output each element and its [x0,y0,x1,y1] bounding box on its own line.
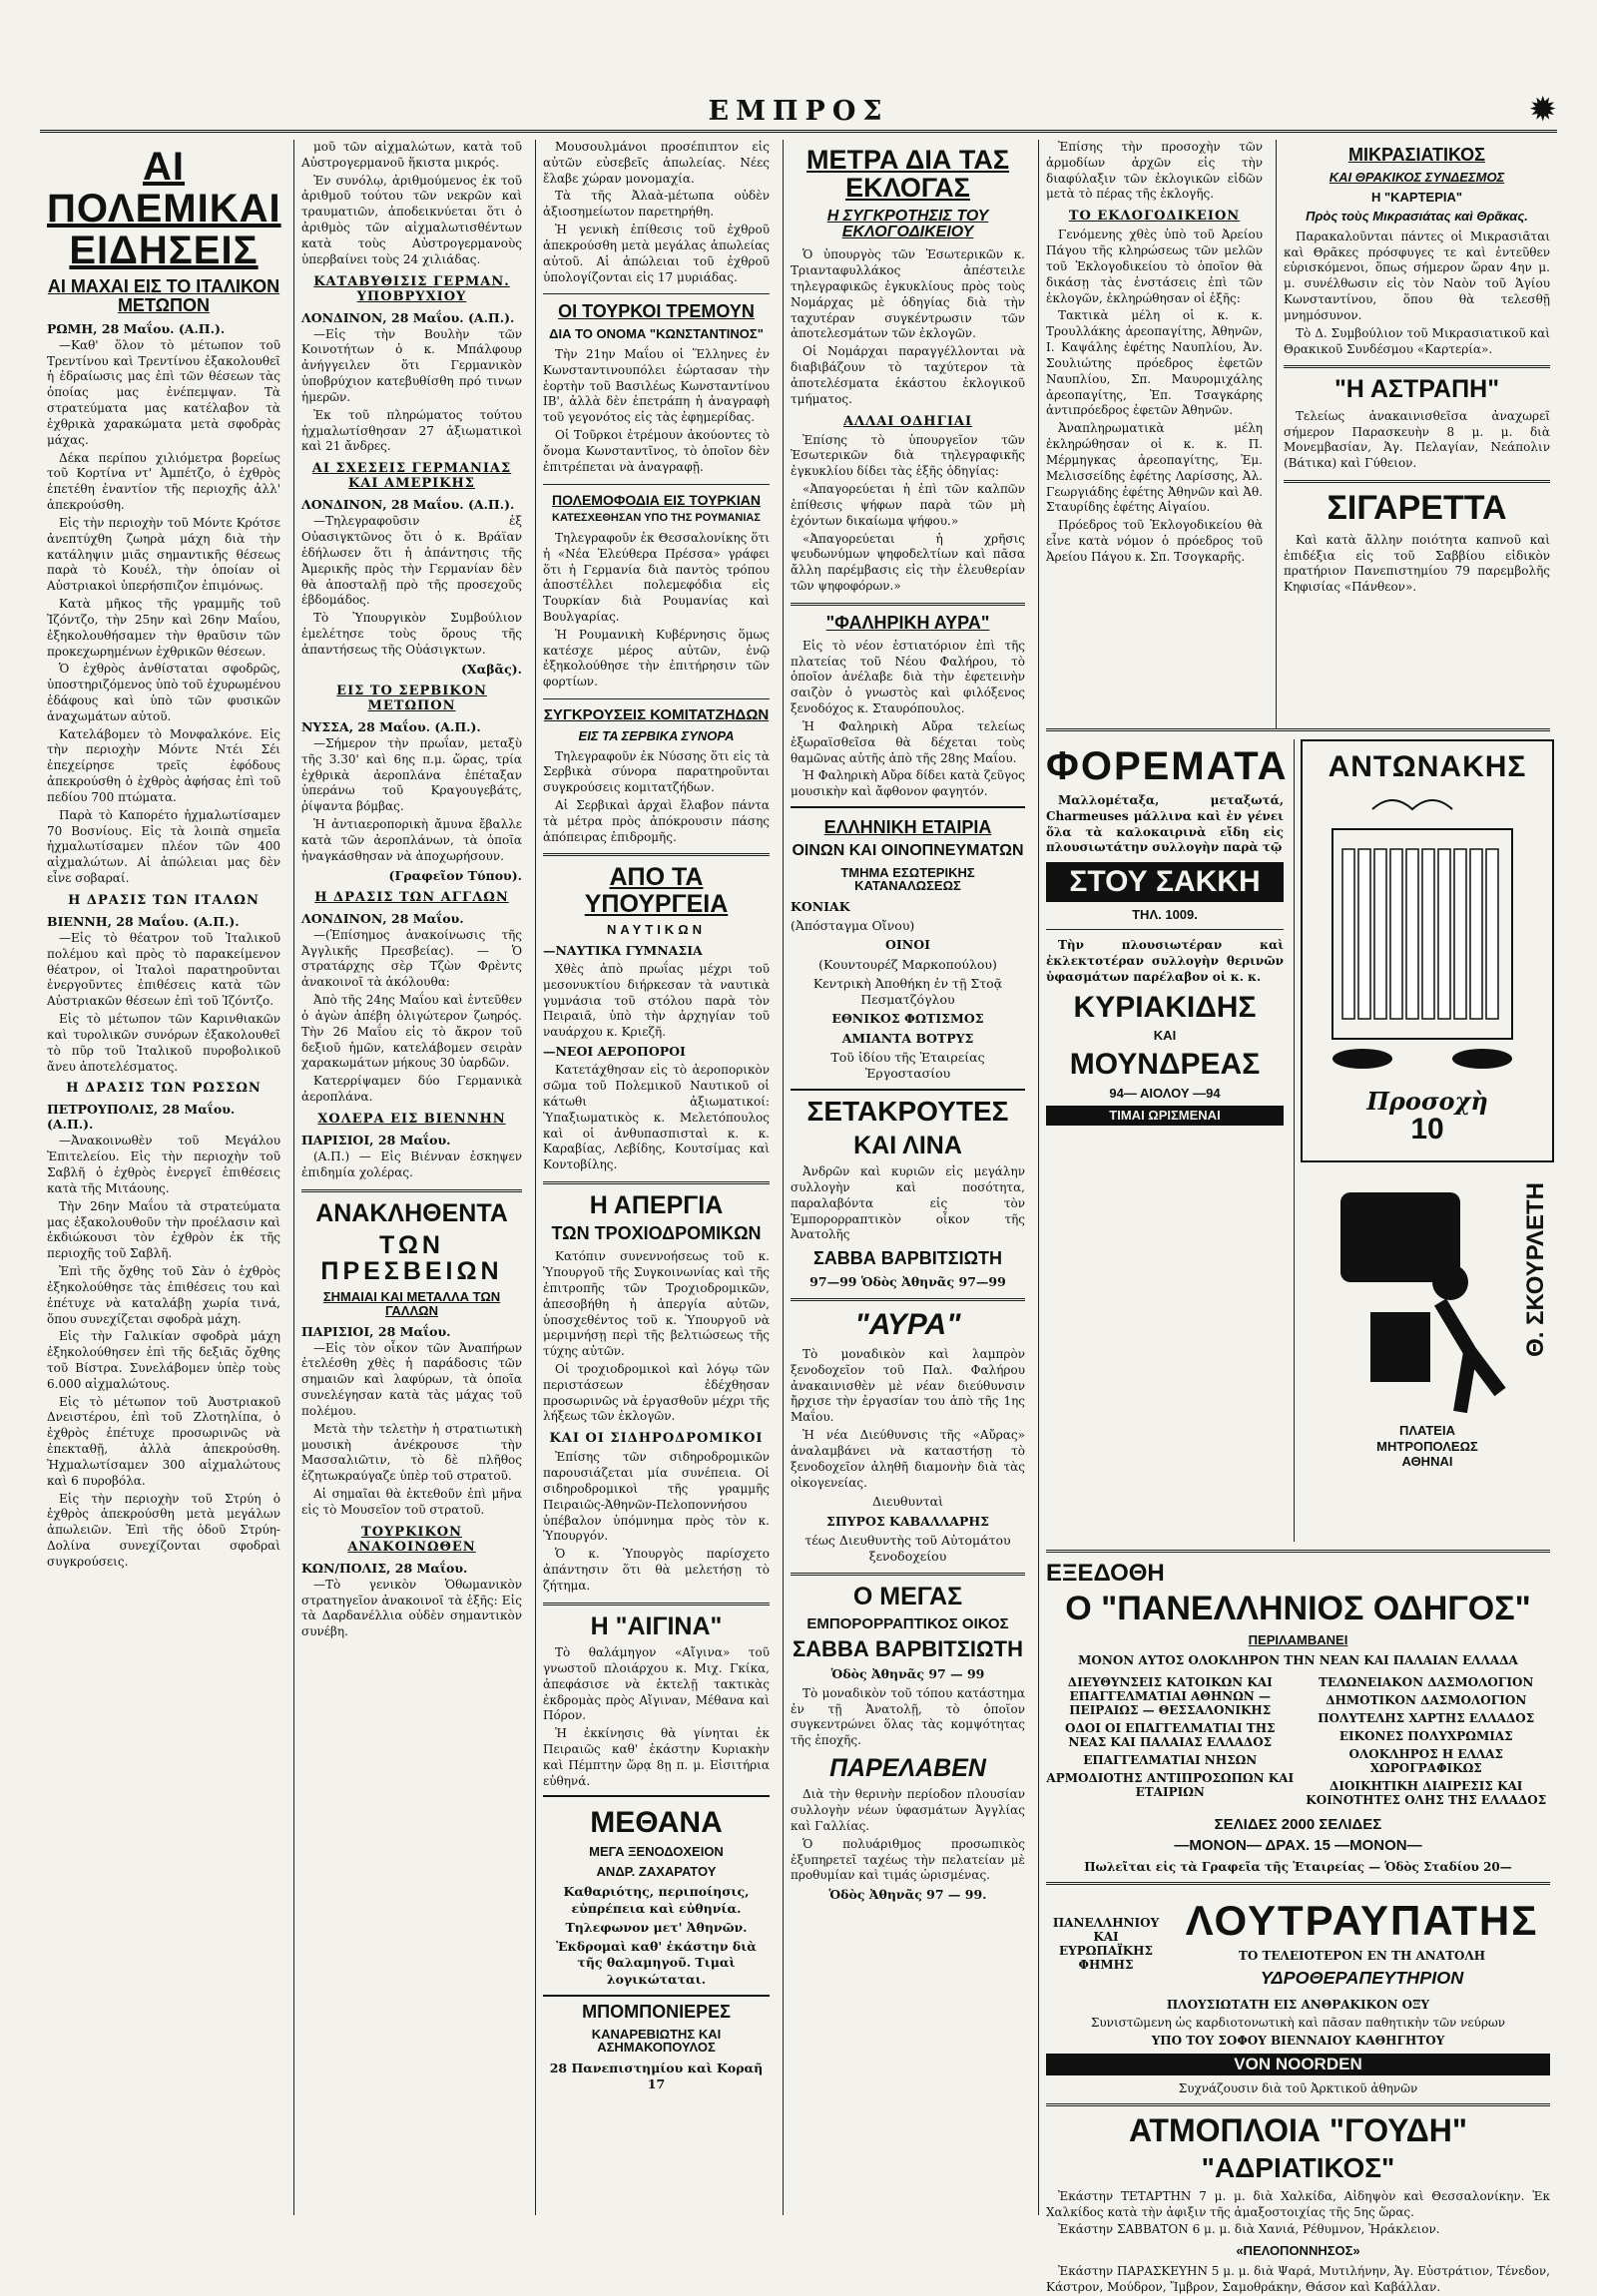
article-paragraph: Κατετάχθησαν εἰς τὸ ἀεροπορικὸν σῶμα τοῦ Πολεμικοῦ Ναυτικοῦ οἱ κάτωθι ἀξιωματικοί: Ὑπαξιωματικὸς κ. Μελετόπουλος καὶ οἱ ἀνθυπασπισταὶ κ. κ. Καραβίας, Λεβίδης, Κουτσίμας καὶ Κοντοβίλης. [543,1063,770,1172]
porter-illustration-icon [1301,1172,1550,1422]
divider [791,1573,1025,1576]
article-paragraph: Τελείως ἀνακαινισθεῖσα ἀναχωρεῖ σήμερον Παρασκευὴν 8 μ. μ. διὰ Μονεμβασίαν, Ἁγ. Πελαγίαν, Νεάπολιν (Βάτικα) καὶ Γύθειον. [1284,408,1550,471]
column-elections [783,140,1032,2215]
article-paragraph: Οἱ Τοῦρκοι ἐτρέμουν ἀκούοντες τὸ ὄνομα Κωνσταντῖνος, τὸ ὁποῖον δὲν ἐπιτρέπεται νὰ ἀναγραφῇ. [543,428,770,474]
ad-text: Τοῦ ἰδίου τῆς Ἑταιρείας Ἐργοστασίου [830,1049,985,1082]
headline: ΕΜΠΟΡΟΡΡΑΠΤΙΚΟΣ ΟΙΚΟΣ [806,1614,1009,1632]
headline: ΜΕΘΑΝΑ [590,1806,723,1840]
dateline: ΠΑΡΙΣΙΟΙ, 28 Μαΐου. [301,1132,451,1148]
subheadline: Η "ΚΑΡΤΕΡΙΑ" [1370,189,1463,205]
column-notices [1276,140,1557,728]
ad-text: Τηλεφωνον μετ' Ἀθηνῶν. [565,1919,748,1935]
headline: ΠΟΛΕΜΟΦΟΔΙΑ ΕΙΣ ΤΟΥΡΚΙΑΝ [551,491,762,508]
brand-name: Θ. ΣΚΟΥΡΛΕΤΗ [1522,1182,1549,1357]
product-name: ΚΟΝΙΑΚ [791,898,850,914]
column-war-news [40,140,287,2215]
divider [543,1181,770,1184]
credit: (Χαβᾶς). [460,661,522,677]
cigarette-pack-illustration-icon [1303,789,1552,1089]
address: Ὁδὸς Ἀθηνᾶς 97 — 99 [830,1666,985,1682]
article-paragraph: Οἱ τροχιοδρομικοὶ καὶ λόγῳ τῶν περιστάσεων ἐδέχθησαν προσωρινῶς νὰ ἐργασθοῦν μέχρι τῆς λήξεως τῶν ἐκλογῶν. [543,1362,770,1424]
ad-slogan: Προσοχὴ [1366,1086,1488,1116]
article-paragraph: Τὸ Ὑπουργικὸν Συμβούλιον ἐμελέτησε τοὺς ὅρους τῆς ἀπαντήσεως τῆς Οὐάσιγκτων. [301,611,522,657]
signature-name: ΣΠΥΡΟΣ ΚΑΒΑΛΛΑΡΗΣ [825,1513,989,1529]
article-paragraph: Γενόμενης χθὲς ὑπὸ τοῦ Ἀρείου Πάγου τῆς κληρώσεως τῶν μελῶν τοῦ Ἐκλογοδικείου τὸ ὁποῖον θὰ δικάσῃ τὰς ἐνστάσεις ἐπὶ τῶν ἐκλογῶν, ἐκληρώθησαν οἱ ἑξῆς: [1046,228,1263,305]
ad-paragraph: Ἐκάστην ΤΕΤΑΡΤΗΝ 7 μ. μ. διὰ Χαλκίδα, Αἰδηψὸν καὶ Θεσσαλονίκην. Ἐκ Χαλκίδος κατὰ τὴν ἀφιξιν τῆς ἀμαξοστοιχίας τῆς 5ης ὥρας. [1046,2188,1550,2219]
subheadline: ΚΑΙ ΘΡΑΚΙΚΟΣ ΣΥΝΔΕΣΜΟΣ [1329,169,1505,185]
ads-block [1038,728,1557,2294]
headline: ΜΠΟΜΠΟΝΙΕΡΕΣ [582,2001,731,2022]
ad-text: Συνιστῶμενη ὡς καρδιοτονωτικὴ καὶ πᾶσαν παθητικὴν τῶν νεύρων [1090,2016,1506,2030]
ad-number: 10 [1410,1112,1444,1146]
subheadline: ΔΙΑ ΤΟ ΟΝΟΜΑ "ΚΩΝΣΤΑΝΤΙΝΟΣ" [549,326,764,342]
subheadline: ΤΜΗΜΑ ΕΣΩΤΕΡΙΚΗΣ ΚΑΤΑΝΑΛΩΣΕΩΣ [840,864,975,894]
dateline: ΛΟΝΔΙΝΟΝ, 28 Μαΐου. [301,910,464,926]
article-paragraph: Τηλεγραφοῦν ἐκ Θεσσαλονίκης ὅτι ἡ «Νέα Ἐλεύθερα Πρέσσα» γράφει ὅτι ἡ Γερμανία διὰ παντὸς τρόπου ἀποστέλλει πολεμεφόδια εἰς Τουρκίαν διὰ Ρουμανίας καὶ Βουλγαρίας. [543,530,770,624]
article-paragraph: Αἱ σημαῖαι θὰ ἐκτεθοῦν ἐπὶ μῆνα εἰς τὸ Μουσεῖον τοῦ στρατοῦ. [301,1487,522,1517]
subheadline: ΚΑΝΑΡΕΒΙΩΤΗΣ ΚΑΙ ΑΣΗΜΑΚΟΠΟΥΛΟΣ [591,2026,722,2056]
dateline: ΝΥΣΣΑ, 28 Μαΐου. (Α.Π.). [301,718,481,734]
article-paragraph: Τὸ Δ. Συμβούλιον τοῦ Μικρασιατικοῦ καὶ Θρακικοῦ Συνδέσμου «Καρτερία». [1284,325,1550,356]
article-paragraph: Μετὰ τὴν τελετὴν ἡ στρατιωτικὴ μουσικὴ ἀνέκρουσε τὴν Μασσαλιῶτιν, τὸ δὲ πλῆθος ἐζητωκραύγαζε ὑπὲρ τοῦ στρατοῦ. [301,1421,522,1484]
article-paragraph: Ἐν συνόλῳ, ἀριθμούμενος ἐκ τοῦ ἀριθμοῦ τούτου τῶν νεκρῶν καὶ τραυματιῶν, ἀποδεικνύεται ὅτι ὁ ἀριθμὸς τῶν αἰχμαλωτισθέντων κατὰ τοὺς Αὐστρογερμανοὺς ὑπερβαίνει τοὺς 24 χιλιάδας. [301,173,522,266]
ad-paragraph: Τὸ μοναδικὸν τοῦ τόπου κατάστημα ἐν τῇ Ἀνατολῇ, τὸ ὁποῖον συγκεντρώνει ὅλας τὰς κομψότητας τῆς ἐποχῆς. [791,1685,1025,1748]
article-paragraph: «Ἀπαγορεύεται ἡ χρῆσις ψευδωνύμων ψηφοδελτίων καὶ πᾶσα ἄλλη παρέμβασις εἰς τὴν ἐλευθερίαν τῶν ψηφοφόρων.» [791,531,1025,594]
article-paragraph: Ἡ Φαληρικὴ Αὔρα δίδει κατὰ ζεῦγος μουσικὴν καὶ ἄφθονον φαγητόν. [791,768,1025,799]
article-paragraph: Ἀπὸ τῆς 24ης Μαΐου καὶ ἐντεῦθεν ὁ ἀγὼν ἀπέβη ὀλιγώτερον ζωηρός. Τὴν 26 Μαΐου εἰς τὸ ἄκρον τοῦ δεξιοῦ ἡμῶν, κατελάβομεν σειρὰν χαρακωμάτων μήκους 30 ὑαρδῶν. [301,993,522,1071]
section-subhead: ΚΑΙ ΟΙ ΣΙΔΗΡΟΔΡΟΜΙΚΟΙ [549,1431,764,1447]
headline: ΑΠΟ ΤΑ ΥΠΟΥΡΓΕΙΑ [584,863,729,918]
section-subhead: Η ΔΡΑΣΙΣ ΤΩΝ ΑΓΓΛΩΝ [314,889,509,905]
war-headline: ΑΙ ΠΟΛΕΜΙΚΑΙ ΕΙΔΗΣΕΙΣ [47,145,281,272]
methana-ad [543,1795,770,1996]
guide-item: ΔΗΜΟΤΙΚΟΝ ΔΑΣΜΟΛΟΓΙΟΝ [1326,1692,1527,1707]
divider [1046,2103,1550,2106]
ad-phone: ΤΗΛ. 1009. [1132,906,1198,922]
article-paragraph: Παρακαλοῦνται πάντες οἱ Μικρασιᾶται καὶ Θρᾶκες πρόσφυγες τε καὶ ἐντεῦθεν εὑρισκόμενοι, ὅπως σήμερον ὥραν 4ην μ. μ. συνέλθωσιν εἰς τὸν Ναὸν τοῦ Ἁγίου Κωνσταντίνου, ὅπου θὰ τελεσθῇ μνημόσυνον. [1284,229,1550,322]
article-paragraph: Τηλεγραφοῦν ἐκ Νύσσης ὅτι εἰς τὰ Σερβικὰ σύνορα παρατηροῦνται συγκρούσεις κομιτατζήδων. [543,748,770,795]
ad-headline: "ΑΔΡΙΑΤΙΚΟΣ" [1201,2152,1395,2184]
divider [1284,480,1550,483]
product-name: ΑΜΙΑΝΤΑ ΒΟΤΡΥΣ [841,1030,974,1046]
masthead [40,90,1557,133]
ad-headline: ΑΤΜΟΠΛΟΙΑ "ΓΟΥΔΗ" [1128,2111,1468,2148]
article-paragraph: Εἰς τὸ μέτωπον τῶν Καρινθιακῶν καὶ τυρολικῶν συνόρων ἐξακολουθεῖ τὸ πῦρ τοῦ Ἰταλικοῦ πυροβολικοῦ ἄνευ ἀποτελέσματος. [47,1012,280,1074]
dateline: ΡΩΜΗ, 28 Μαΐου. (Α.Π.). [47,320,226,336]
divider [1046,929,1284,930]
article-paragraph: Μουσουλμάνοι προσέπιπτον εἰς αὐτῶν εὐσεβεῖς ἀπωλείας. Νέες ἔλαβε χώραν μονομαχία. [543,140,770,186]
dateline: ΛΟΝΔΙΝΟΝ, 28 Μαΐου. (Α.Π.). [301,497,515,513]
address: ΠΛΑΤΕΙΑ [1399,1423,1455,1438]
article-paragraph: —Σήμερον τὴν πρωΐαν, μεταξὺ τῆς 3.30' καὶ 6ης π.μ. ὥρας, τρία ἐχθρικὰ ἀεροπλάνα ἐπέταξαν ὑπεράνω τοῦ Κραγουγεβάτς, ῥίψαντα βόμβας. [301,735,522,814]
article-paragraph: Κατὰ μῆκος τῆς γραμμῆς τοῦ Ἰζόντζο, τὴν 25ην καὶ 26ην Μαΐου, ἐξηκολουθήσαμεν τὴν θραῦσιν τῶν προκεχωρημένων ἐχθρικῶν θέσεων. [47,597,280,659]
headline: Η ΑΠΕΡΓΙΑ [589,1191,724,1220]
article-paragraph: Ἐπίσης τὴν προσοχὴν τῶν ἀρμοδίων ἀρχῶν εἰς τὴν διαφύλαξιν τῶν ἐκλογικῶν εἰδῶν μετὰ τὸ πέρας τῆς ἐκλογῆς. [1046,140,1263,202]
article-paragraph: Ἡ Φαληρικὴ Αὔρα τελείως ἐξωραϊσθεῖσα θὰ δέχεται τοὺς θαμῶνας αὐτῆς ἀπὸ τῆς 28ης Μαΐου. [791,718,1025,765]
guide-item: ΕΠΑΓΓΕΛΜΑΤΙΑΙ ΝΗΣΩΝ [1083,1752,1258,1767]
ad-text: Καθαριότης, περιποίησις, εὐπρέπεια καὶ εὐθηνία. [563,1884,750,1916]
article-paragraph: Εἰς τὴν Γαλικίαν σφοδρὰ μάχη ἐξηκολούθησεν ἐπὶ τῆς δεξιᾶς ὄχθης τοῦ Βίστρα. Συνελάβομεν ὑπὲρ τοὺς 6.000 αἰχμαλώτους. [47,1329,280,1391]
column-dispatches [293,140,529,2215]
ad-text: VON NOORDEN [1046,2054,1550,2075]
article-paragraph: Πρόεδρος τοῦ Ἐκλογοδικείου θὰ εἶνε κατὰ νόμον ὁ πρόεδρος τοῦ Ἀρείου Πάγου κ. Σπ. Τσογκαρῆς. [1046,518,1263,564]
article-paragraph: Εἰς τὴν περιοχὴν τοῦ Στρύη ὁ ἐχθρὸς ἀπεκρούσθη μετὰ μεγάλων ἀπωλειῶν. Ἐπὶ τῆς ὁδοῦ Στρύη-Δολίνα συνεχίζονται σφοδραὶ συγκρούσεις. [47,1491,280,1569]
headline: ΕΞΕΔΟΘΗ [1046,1560,1165,1587]
article-paragraph: Αἱ Σερβικαὶ ἀρχαὶ ἔλαβον πάντα τὰ μέτρα πρὸς ἀπόκρουσιν πάσης ἀπόπειρας ἐπιδρομῆς. [543,798,770,844]
article-paragraph: —Εἰς τὸν οἶκον τῶν Ἀναπήρων ἐτελέσθη χθὲς ἡ παράδοσις τῶν σημαιῶν καὶ λαφύρων, τὰ ὁποῖα συνελέγησαν κατὰ τὰς μάχας τοῦ πολέμου. [301,1340,522,1418]
subheadline: ΠΕΡΙΛΑΜΒΑΝΕΙ [1248,1631,1348,1647]
guide-item: ΕΙΚΟΝΕΣ ΠΟΛΥΧΡΩΜΙΑΣ [1338,1728,1513,1743]
signature-title: τέως Διευθυντὴς τοῦ Αὐτομάτου ξενοδοχείου [804,1532,1011,1565]
guide-title: Ο "ΠΑΝΕΛΛΗΝΙΟΣ ΟΔΗΓΟΣ" [1065,1590,1531,1628]
divider [1284,365,1550,368]
article-paragraph: —Τηλεγραφοῦσιν ἐξ Οὐασιγκτῶνος ὅτι ὁ κ. Βράϊαν ἐδήλωσεν ὅτι ἡ ἀπάντησις τῆς Ἀμερικῆς πρὸς τὴν Γερμανίαν δὲν θὰ ἀποσταλῇ πρὸ τῆς προσεχοῦς ἑβδομάδος. [301,514,522,608]
headline: ΜΕΤΡΑ ΔΙΑ ΤΑΣ ΕΚΛΟΓΑΣ [805,145,1010,204]
article-paragraph: μοῦ τῶν αἰχμαλώτων, κατὰ τοῦ Αὐστρογερμανοῦ ἥκιστα μικρός. [301,140,522,170]
subheadline: ΝΑΥΤΙΚΩΝ [606,921,707,937]
dateline: ΠΑΡΙΣΙΟΙ, 28 Μαΐου. [301,1323,451,1339]
address: Ὁδὸς Ἀθηνᾶς 97 — 99. [828,1887,987,1903]
guide-price: —ΜΟΝΟΝ— ΔΡΑΧ. 15 —ΜΟΝΟΝ— [1174,1837,1422,1855]
divider [543,484,770,485]
headline: ΠΑΡΕΛΑΒΕΝ [829,1754,986,1783]
dateline: ΠΕΤΡΟΥΠΟΛΙΣ, 28 Μαΐου. (Α.Π.). [47,1102,236,1133]
section-subhead: ΑΙ ΣΧΕΣΕΙΣ ΓΕΡΜΑΝΙΑΣ ΚΑΙ ΑΜΕΡΙΚΗΣ [311,461,512,492]
ad-headline: ΛΟΥΤΡΑΥΠΑΤΗΣ [1185,1897,1539,1945]
divider [1046,728,1550,731]
article-paragraph: Ἡ Ρουμανικὴ Κυβέρνησις ὅμως κατέσχε μέρος αὐτῶν, ἐνῷ ἐξηκολούθησε τὴν ἐπιτήρησιν τῶν φορτίων. [543,627,770,689]
signature-label: Διευθυνταὶ [872,1494,943,1510]
subheadline: ΜΕΓΑ ΞΕΝΟΔΟΧΕΙΟΝ [589,1843,724,1859]
article-paragraph: Ἡ ἐκκίνησις θὰ γίνηται ἐκ Πειραιῶς καθ' ἑκάστην Κυριακὴν καὶ Πέμπτην ὥρᾳ 8ῃ π. μ. Εἰσιτήρια εὐθηνά. [543,1726,770,1788]
article-paragraph: (Α.Π.) — Εἰς Βιένναν ἐσκηψεν ἐπιδημία χολέρας. [301,1148,522,1179]
article-paragraph: Ἐκ τοῦ πληρώματος τούτου ἠχμαλωτίσθησαν 27 ἀξιωματικοὶ καὶ 21 ἄνδρες. [301,407,522,454]
article-paragraph: —Εἰς τὸ θέατρον τοῦ Ἰταλικοῦ πολέμου καὶ πρὸς τὸ παρακείμενον θέατρον, οἱ Ἰταλοὶ παρατηροῦνται ἐνεργοῦντες ἐπιθέσεις κατὰ τῶν Αὐστριακῶν θέσεων ἐπὶ τοῦ Ἰζόντζο. [47,930,280,1009]
loutraki-ad [1046,1893,1550,1994]
article-paragraph: Τὴν 26ην Μαΐου τὰ στρατεύματα μας ἐξακολουθοῦν τὴν προέλασιν καὶ ἐκδιώκουσι τὸν ἐχθρὸν ἐκ τῆς περιοχῆς τοῦ Σαβλῆ. [47,1198,280,1261]
address: ΑΘΗΝΑΙ [1401,1454,1453,1470]
article-paragraph: Ἐπίσης τὸ ὑπουργεῖον τῶν Ἐσωτερικῶν διὰ τηλεγραφικῆς ἐγκυκλίου δίδει τὰς ἑξῆς ὁδηγίας: [791,432,1025,479]
article-paragraph: —Τὸ γενικὸν Ὁθωμανικὸν στρατηγεῖον ἀνακοινοῖ τὰ ἑξῆς: Εἰς τὰ Δαρδανέλλια οὐδὲν σημαντικὸν συνέβη. [301,1577,522,1639]
address: 28 Πανεπιστημίου καὶ Κοραῆ 17 [549,2060,764,2092]
ad-store-name: ΣΤΟΥ ΣΑΚΚΗ [1046,862,1284,902]
ad-text: ΥΠΟ ΤΟΥ ΣΟΦΟΥ ΒΙΕΝΝΑΙΟΥ ΚΑΘΗΓΗΤΟΥ [1151,2034,1445,2048]
ad-paragraph: Τὴν πλουσιωτέραν καὶ ἐκλεκτοτέραν συλλογὴν θερινῶν ὑφασμάτων παρέλαβον οἱ κ. κ. [1046,938,1284,985]
article-paragraph: Κατελάβομεν τὸ Μονφαλκόνε. Εἰς τὴν περιοχὴν Μόντε Ντέι Σέι ἐπεχείρησε τρεῖς ἐφόδους ἀπεκρούσθη ὁ ἐχθρὸς ἀφήσας ἐπὶ τοῦ πεδίου 700 πτώματα. [47,726,280,804]
ship-name: «ΠΕΛΟΠΟΝΝΗΣΟΣ» [1236,2243,1360,2259]
address: 94— ΑΙΟΛΟΥ —94 [1109,1085,1221,1101]
ad-paragraph: Διὰ τὴν θερινὴν περίοδον πλουσίαν συλλογὴν νέων ὑφασμάτων Ἀγγλίας καὶ Γαλλίας. [791,1787,1025,1833]
article-paragraph: Οἱ Νομάρχαι παραγγέλλονται νὰ διαβιβάζουν τὸ ταχύτερον τὰ ἀποτελέσματα ἑκάστου ἐκλογικοῦ τμήματος. [791,344,1025,406]
ad-text: Κεντρικὴ Ἀποθήκη ἐν τῇ Στοᾷ Πεσματζόγλου [812,975,1003,1008]
ad-paragraph: Ἐκάστην ΣΑΒΒΑΤΟΝ 6 μ. μ. διὰ Χανιά, Ρέθυμνον, Ἡράκλειον. [1058,2222,1440,2237]
divider [791,1298,1025,1301]
credit: (Γραφεῖον Τύπου). [388,867,522,883]
divider [543,698,770,699]
guide-item: ΟΛΟΚΛΗΡΟΣ Η ΕΛΛΑΣ ΧΩΡΟΓΡΑΦΙΚΩΣ [1348,1746,1503,1775]
article-paragraph: Ἀναπληρωματικὰ μέλη ἐκληρώθησαν οἱ κ. κ. Π. Μέρμηγκας ἀρεοπαγίτης, Ἐμ. Μελισσείδης ἐφέτης Λαρίσσης, Ἀλ. Γεωργιάδης ἐφέτης Ἀθηνῶν καὶ Ἀθ. Σταυρίδης ἐφέτης Αἰγαίου. [1046,421,1263,515]
dateline: ΒΙΕΝΝΗ, 28 Μαΐου. (Α.Π.). [47,913,240,929]
headline: ΜΙΚΡΑΣΙΑΤΙΚΟΣ [1348,145,1485,165]
divider [543,853,770,856]
ad-paragraph: Ὁ πολυάριθμος προσωπικὸς ἐξυπηρετεῖ ταχέως τὴν πελατείαν μὲ προθυμίαν καὶ τιμάς ὡρισμένας. [791,1836,1025,1883]
headline: Ο ΜΕΓΑΣ [852,1583,963,1611]
ad-text: ΤΟ ΤΕΛΕΙΟΤΕΡΟΝ ΕΝ ΤΗ ΑΝΑΤΟΛΗ [1238,1949,1486,1964]
guide-item: ΔΙΕΥΘΥΝΣΕΙΣ ΚΑΤΟΙΚΩΝ ΚΑΙ ΕΠΑΓΓΕΛΜΑΤΙΑΙ ΑΘΗΝΩΝ — ΠΕΙΡΑΙΩΣ — ΘΕΣΣΑΛΟΝΙΚΗΣ [1067,1674,1273,1717]
star-ornament-icon: ✹ [1528,90,1557,130]
subheadline: ΣΗΜΑΙΑΙ ΚΑΙ ΜΕΤΑΛΛΑ ΤΩΝ ΓΑΛΛΩΝ [322,1289,501,1318]
headline: "Η ΑΣΤΡΑΠΗ" [1333,375,1500,404]
guide-item: ΑΡΜΟΔΙΟΤΗΣ ΑΝΤΙΠΡΟΣΩΠΩΝ ΚΑΙ ΕΤΑΙΡΙΩΝ [1046,1770,1295,1799]
ad-merchant-name: ΚΥΡΙΑΚΙΔΗΣ [1073,990,1257,1024]
ad-text: ΠΑΝΕΛΛΗΝΙΟΥ ΚΑΙ ΕΥΡΩΠΑΪΚΗΣ ΦΗΜΗΣ [1052,1915,1160,1972]
item-head: —ΝΕΟΙ ΑΕΡΟΠΟΡΟΙ [543,1044,686,1060]
headline: ΕΛΛΗΝΙΚΗ ΕΤΑΙΡΙΑ [823,817,992,838]
subheadline: ΕΙΣ ΤΑ ΣΕΡΒΙΚΑ ΣΥΝΟΡΑ [578,727,735,743]
guide-lead: ΜΟΝΟΝ ΑΥΤΟΣ ΟΛΟΚΛΗΡΟΝ ΤΗΝ ΝΕΑΝ ΚΑΙ ΠΑΛΑΙΑΝ ΕΛΛΑΔΑ [1078,1652,1518,1667]
subheadline: ΑΝΔΡ. ΖΑΧΑΡΑΤΟΥ [596,1863,717,1879]
guide-item: ΟΔΟΙ ΟΙ ΕΠΑΓΓΕΛΜΑΤΙΑΙ ΤΗΣ ΝΕΑΣ ΚΑΙ ΠΑΛΑΙΑΣ ΕΛΛΑΔΟΣ [1064,1720,1276,1749]
article-paragraph: Τὴν 21ην Μαΐου οἱ Ἕλληνες ἐν Κωνσταντινουπόλει ἐώρτασαν τὴν ἑορτὴν τοῦ Βασιλέως Κωνσταντίνου ΙΒ', ἀλλὰ δὲν ἐπετράπη ἡ ἀναγραφὴ τοῦ γεγονότος εἰς τὰς ἐφημερίδας. [543,346,770,425]
illustrated-ads [1294,739,1554,1542]
merchant-name: ΣΑΒΒΑ ΒΑΡΒΙΤΣΙΩΤΗ [792,1636,1024,1662]
guide-sale-info: Πωλεῖται εἰς τὰ Γραφεῖα τῆς Ἑταιρείας — Ὁδὸς Σταδίου 20— [1084,1860,1512,1875]
article-paragraph: —Ἀνακοινωθὲν τοῦ Μεγάλου Ἐπιτελείου. Εἰς τὴν περιοχὴν τοῦ Σαβλῆ ὁ ἐχθρὸς ἐνεργεῖ ἐπιθέσεις κατὰ τῆς Μιτάουης. [47,1134,280,1195]
article-paragraph: Παρὰ τὸ Καπορέτο ἠχμαλωτίσαμεν 70 Βοσνίους. Εἰς τὰ λοιπὰ σημεῖα ἠχμαλωτίσαμεν πλέον τῶν 400 αἰχμαλώτων. Αἱ ἀπώλειαι μας δὲν εἶνε σοβαραί. [47,807,280,886]
article-paragraph: Ἐπὶ τῆς ὄχθης τοῦ Σὰν ὁ ἐχθρὸς ἐξηκολούθησε τὰς ἐπιθέσεις του καὶ ἐπέτυχε νὰ καταλάβῃ χωρία τινά, ὅπου συνεχίζεται σφοδρὰ μάχη. [47,1264,280,1326]
article-paragraph: Ὁ κ. Ὑπουργὸς παρίσχετο ἀπάντησιν ὅτι θὰ μελετήσῃ τὸ ζήτημα. [543,1547,770,1593]
dateline: ΚΩΝ/ΠΟΛΙΣ, 28 Μαΐου. [301,1560,468,1576]
conjunction: ΚΑΙ [1153,1028,1177,1044]
article-paragraph: Δέκα περίπου χιλιόμετρα βορείως τοῦ Κορτίνα ντ' Ἀμπέτζο, ὁ ἐχθρὸς ἐπετέθη ἐναντίον τῆς περιοχῆς ἀλλ' ἀπεκρούσθη. [47,450,280,513]
divider [543,1603,770,1606]
article-paragraph: Κατερρίψαμεν δύο Γερμανικὰ ἀεροπλάνα. [301,1074,522,1105]
article-paragraph: Εἰς τὸ νέον ἑστιατόριον ἐπὶ τῆς πλατείας τοῦ Νέου Φαλήρου, τὸ ὁποῖον ἀνέλαβε διὰ τὴν ἐφετεινὴν σαιζὸν ὁ γνωστὸς καὶ φιλόξενος ξενοδόχος κ. Σταυρόπουλος. [791,638,1025,716]
article-paragraph: —(Ἐπίσημος ἀνακοίνωσις τῆς Ἀγγλικῆς Πρεσβείας). — Ὁ στρατάρχης σὲρ Τζὼν Φρὲντς ἀνακοινοῖ τὰ ἀκόλουθα: [301,927,522,990]
war-subheadline: ΑΙ ΜΑΧΑΙ ΕΙΣ ΤΟ ΙΤΑΛΙΚΟΝ ΜΕΤΩΠΟΝ [47,276,280,315]
item-head: —ΝΑΥΤΙΚΑ ΓΥΜΝΑΣΙΑ [543,942,703,958]
headline: ΟΙ ΤΟΥΡΚΟΙ ΤΡΕΜΟΥΝ [558,301,755,322]
article-paragraph: Τὸ θαλάμηγον «Αἴγινα» τοῦ γνωστοῦ πλοιάρχου κ. Μιχ. Γκίκα, ἀπεφάσισε νὰ ἐκτελῇ τακτικὰς ἐκδρομὰς πρὸς Αἴγιναν, Μέθανα καὶ Πόρον. [543,1645,770,1723]
headline: "ΑΥΡΑ" [854,1308,961,1342]
product-note: (Κουντουρέζ Μαρκοπούλου) [818,956,997,972]
guide-pages: ΣΕΛΙΔΕΣ 2000 ΣΕΛΙΔΕΣ [1214,1815,1382,1833]
ad-paragraph: Ἀνδρῶν καὶ κυριῶν εἰς μεγάλην συλλογὴν καὶ ποσότητα, παραλαβόντα εἰς τὸν Ἐμπορορραπτικὸν οἶκον τῆς Ἀνατολῆς [791,1164,1025,1242]
subheadline: ΚΑΤΕΣΧΕΘΗΣΑΝ ΥΠΟ ΤΗΣ ΡΟΥΜΑΝΙΑΣ [552,512,761,525]
guide-contents [1046,1671,1550,1811]
headline: ΟΙΝΩΝ ΚΑΙ ΟΙΝΟΠΝΕΥΜΑΤΩΝ [792,841,1024,859]
article-paragraph: Εἰς τὴν περιοχὴν τοῦ Μόντε Κρότσε ἀνεπτύχθη ζωηρὰ μάχη διὰ τὴν κατάληψιν μιᾶς σημαντικῆς θέσεως παρὰ τὸ Κουέλ, τὴν ὁποίαν οἱ Αὐστριακοὶ ὑπερήσπιζον ἐπιμόνως. [47,515,280,594]
product-note: (Ἀπόσταγμα Οἴνου) [791,918,915,934]
newspaper-name: ΕΜΠΡΟΣ [708,96,889,127]
section-subhead: Η ΔΡΑΣΙΣ ΤΩΝ ΡΩΣΣΩΝ [66,1081,262,1097]
ad-paragraph: Μαλλομέταξα, μεταξωτά, Charmeuses μάλλινα καὶ ἐν γένει ὅλα τὰ καλοκαιρινὰ εἴδη εἰς πλουσιωτάτην συλλογὴν παρὰ τῷ [1046,793,1284,855]
guide-item: ΔΙΟΙΚΗΤΙΚΗ ΔΙΑΙΡΕΣΙΣ ΚΑΙ ΚΟΙΝΟΤΗΤΕΣ ΟΛΗΣ ΤΗΣ ΕΛΛΑΔΟΣ [1306,1778,1547,1807]
article-paragraph: Κατόπιν συνεννοήσεως τοῦ κ. Ὑπουργοῦ τῆς Συγκοινωνίας καὶ τῆς ἐπιτροπῆς τῶν Τροχιοδρομικῶν, ἀπεσοβήθη ἡ ἀπεργία αὐτῶν, ὑποσχεθέντος τοῦ κ. Ὑπουργοῦ νὰ μεριμνήσῃ περὶ τῆς βελτιώσεως τῆς τύχης αὐτῶν. [543,1249,770,1359]
article-paragraph: Ὁ ὑπουργὸς τῶν Ἐσωτερικῶν κ. Τριανταφυλλάκος ἀπέστειλε τηλεγραφικῶς ἐγκυκλίους πρὸς τοὺς Νομάρχας μὲ ὁδηγίας διὰ τὴν ταχυτέραν συγκέντρωσιν τῶν ἀποτελεσμάτων τῶν ἐκλογῶν. [791,247,1025,341]
article-paragraph: —Καθ' ὅλον τὸ μέτωπον τοῦ Τρεντίνου καὶ Τρεντίνου ἐξακολουθεῖ ἡ ἐδραίωσις μας ἐπὶ τῶν θέσεων τὰς ὁποίας μας ἐνέπεμψαν. Τὰ στρατεύματα μας κατέλαβον τὰ ἐχθρικὰ χαρακώματα μετὰ σφοδρὰς μάχας. [47,337,280,447]
article-paragraph: —Εἰς τὴν Βουλὴν τῶν Κοινοτήτων ὁ κ. Μπάλφουρ ἀνήγγειλεν ὅτι Γερμανικὸν ὑποβρύχιον κατεβυθίσθη πρό τινων ἡμερῶν. [301,326,522,404]
product-name: ΕΘΝΙΚΟΣ ΦΩΤΙΣΜΟΣ [831,1011,984,1027]
article-paragraph: Ἡ ἀντιαεροπορικὴ ἄμυνα ἔβαλλε κατὰ τῶν ἀεροπλάνων, τὰ ὁποῖα ἠναγκάσθησαν νὰ ἀποχωρήσουν. [301,817,522,863]
divider [1046,1882,1550,1885]
article-paragraph: Ὁ ἐχθρὸς ἀνθίσταται σφοδρῶς, ὑποστηριζόμενος ὑπὸ τοῦ ἐχυρωμένου ἐδάφους καὶ ὑπὸ τῶν φυσικῶν ἀναχωμάτων αὐτοῦ. [47,662,280,723]
headline: ΣΥΓΚΡΟΥΣΕΙΣ ΚΟΜΙΤΑΤΖΗΔΩΝ [543,706,770,724]
merchant-name: ΣΑΒΒΑ ΒΑΡΒΙΤΣΙΩΤΗ [812,1248,1003,1269]
headline: ΤΩΝ ΠΡΕΣΒΕΙΩΝ [320,1230,503,1286]
headline: ΑΝΑΚΛΗΘΕΝΤΑ [315,1198,508,1227]
divider [301,1189,522,1192]
article-paragraph: Εἰς τὸ μέτωπον τοῦ Ἀυστριακοῦ Δνειστέρου, ἐπὶ τοῦ Ζλοτηλίπα, ὁ ἐχθρὸς ἐπέτυχε προσωρινῶς νὰ ἐπεκταθῇ, ἀλλὰ ἀπεκρούσθη. Ἠχμαλωτίσαμεν 300 αἰχμαλώτους καὶ 6 πυροβόλα. [47,1394,280,1488]
address: ΜΗΤΡΟΠΟΛΕΩΣ [1376,1438,1478,1454]
article-paragraph: «Ἀπαγορεύεται ἡ ἐπὶ τῶν καλπῶν ἐπίθεσις ψήφων παρὰ τῶν μὴ ἐχόντων δικαίωμα ψήφου.» [791,482,1025,528]
section-subhead: ΤΟ ΕΚΛΟΓΟΔΙΚΕΙΟΝ [1068,209,1241,225]
section-subhead: Η ΔΡΑΣΙΣ ΤΩΝ ΙΤΑΛΩΝ [68,892,260,908]
section-subhead: ΚΑΤΑΒΥΘΙΣΙΣ ΓΕΡΜΑΝ. ΥΠΟΒΡΥΧΙΟΥ [313,273,510,304]
article-paragraph: Τακτικὰ μέλη οἱ κ. κ. Τρουλλάκης ἀρεοπαγίτης, Ἀθηνῶν, Ι. Καψάλης ἐφέτης Ναυπλίου, Ἀν. Σουλιώτης πρόεδρος ἐφετῶν Ναυπλίου, Σπ. Μαυρομιχάλης ἀρεοπαγίτης, Ἐπ. Τσαγκάρης ἀντιπρόεδρος ἐφετῶν Ἀθηνῶν. [1046,308,1263,418]
ad-merchant-name: ΜΟΥΝΔΡΕΑΣ [1069,1048,1261,1082]
divider [1046,1550,1550,1553]
headline: ΣΕΤΑΚΡΟΥΤΕΣ [806,1096,1009,1128]
article-paragraph: Χθὲς ἀπὸ πρωΐας μέχρι τοῦ μεσονυκτίου διήρκεσαν τὰ ναυτικὰ γυμνάσια τοῦ στόλου παρὰ τὸν Πειραιᾶ, ὑπὸ τὴν ἀρχηγίαν τοῦ ναυάρχου κ. Κριεζῆ. [543,961,770,1040]
divider [543,293,770,294]
cigarette-ad-box [1301,739,1554,1162]
section-subhead: ΕΙΣ ΤΟ ΣΕΡΒΙΚΟΝ ΜΕΤΩΠΟΝ [336,683,487,713]
dateline: ΛΟΝΔΙΝΟΝ, 28 Μαΐου. (Α.Π.). [301,309,515,325]
headline: "ΦΑΛΗΡΙΚΗ ΑΥΡΑ" [825,612,990,633]
headline: ΤΩΝ ΤΡΟΧΙΟΔΡΟΜΙΚΩΝ [551,1223,762,1244]
section-subhead: ΑΛΛΑΙ ΟΔΗΓΙΑΙ [842,413,973,429]
product-name: ΟΙΝΟΙ [885,937,930,953]
column-ministries [535,140,777,2215]
ad-text: ΠΛΟΥΣΙΩΤΑΤΗ ΕΙΣ ΑΝΘΡΑΚΙΚΟΝ ΟΞΥ [1166,1998,1430,2012]
brand-name: ΑΝΤΩΝΑΚΗΣ [1328,750,1527,783]
wine-company-ad [791,806,1025,1091]
article-paragraph: Ἐπίσης τῶν σιδηροδρομικῶν παρουσιάζεται μία συνέπεια. Οἱ σιδηροδρομικοὶ τῆς γραμμῆς Πειραιῶς-Ἀθηνῶν-Πελοποννήσου ὑπέβαλον ὑπόμνημα πρὸς τὸν κ. Ὑπουργόν. [543,1450,770,1544]
guide-item: ΤΕΛΩΝΕΙΑΚΟΝ ΔΑΣΜΟΛΟΓΙΟΝ [1319,1674,1534,1689]
divider [791,603,1025,606]
headline: Η "ΑΙΓΙΝΑ" [590,1611,723,1640]
guide-item: ΠΟΛΥΤΕΛΗΣ ΧΑΡΤΗΣ ΕΛΛΑΔΟΣ [1318,1710,1535,1725]
ad-text: ΥΔΡΟΘΕΡΑΠΕΥΤΗΡΙΟΝ [1260,1968,1464,1989]
ad-text: Συχνάζουσιν διὰ τοῦ Ἀρκτικοῦ ἀθηνῶν [1178,2080,1418,2095]
subheadline: Πρὸς τοὺς Μικρασιάτας καὶ Θρᾶκας. [1306,209,1528,225]
ad-paragraph: Ἐκάστην ΠΑΡΑΣΚΕΥΗΝ 5 μ. μ. διὰ Ψαρά, Μυτιλήνην, Ἁγ. Εὐστράτιον, Τένεδον, Κάστρον, Μούδρον, Ἴμβρον, Σαμοθράκην, Θάσον καὶ Καβάλλαν. [1046,2263,1550,2294]
skourleti-ad [1301,1172,1554,1542]
article-paragraph: Τὰ τῆς Ἀλαὰ-μέτωπα οὐδὲν ἀξιοσημείωτον παρετηρήθη. [543,189,770,220]
headline: ΚΑΙ ΛΙΝΑ [853,1131,962,1159]
address: 97—99 Ὁδὸς Ἀθηνᾶς 97—99 [809,1274,1006,1290]
ad-headline-dresses: ΦΟΡΕΜΑΤΑ [1046,744,1289,788]
ad-paragraph: Ἡ νέα Διεύθυνσις τῆς «Αὔρας» ἀναλαμβάνει νὰ καταστήσῃ τὸ ξενοδοχεῖον ἀληθῆ διαμονὴν διὰ τὰς οἰκογενείας. [791,1428,1025,1490]
headline: ΣΙΓΑΡΕΤΤΑ [1327,489,1507,527]
section-subhead: ΤΟΥΡΚΙΚΟΝ ΑΝΑΚΟΙΝΩΘΕΝ [347,1524,476,1555]
article-paragraph: Ἡ γενικὴ ἐπίθεσις τοῦ ἐχθροῦ ἀπεκρούσθη μετὰ μεγάλας ἀπωλείας αὐτοῦ. Αἱ ἀπώλειαι τοῦ ἐχθροῦ ὑπολογίζονται εἰς 17 μυριάδας. [543,223,770,284]
article-paragraph: Καὶ κατὰ ἄλλην ποιότητα καπνοῦ καὶ ἐπιδέξια εἰς τοῦ Σαββίου εἰδικὸν πρατήριον Πανεπιστημίου 79 παρεμβολῆς Κηφισίας «Πάνθεον». [1284,532,1550,595]
subheadline: Η ΣΥΓΚΡΟΤΗΣΙΣ ΤΟΥ ΕΚΛΟΓΟΔΙΚΕΙΟΥ [826,207,989,241]
ad-paragraph: Τὸ μοναδικὸν καὶ λαμπρὸν ξενοδοχεῖον τοῦ Παλ. Φαλήρου ἀνακαινισθὲν μὲ νέαν διεύθυνσιν ἤρχισε τὴν ἐργασίαν του ἀπὸ τῆς 1ης Μαΐου. [791,1346,1025,1425]
ad-text: Ἐκδρομαὶ καθ' ἑκάστην διὰ τῆς θαλαμηγοῦ. Τιμαὶ λογικώταται. [556,1939,757,1987]
ad-tagline: ΤΙΜΑΙ ΩΡΙΣΜΕΝΑΙ [1046,1106,1284,1126]
section-subhead: ΧΟΛΕΡΑ ΕΙΣ ΒΙΕΝΝΗΝ [317,1111,506,1127]
